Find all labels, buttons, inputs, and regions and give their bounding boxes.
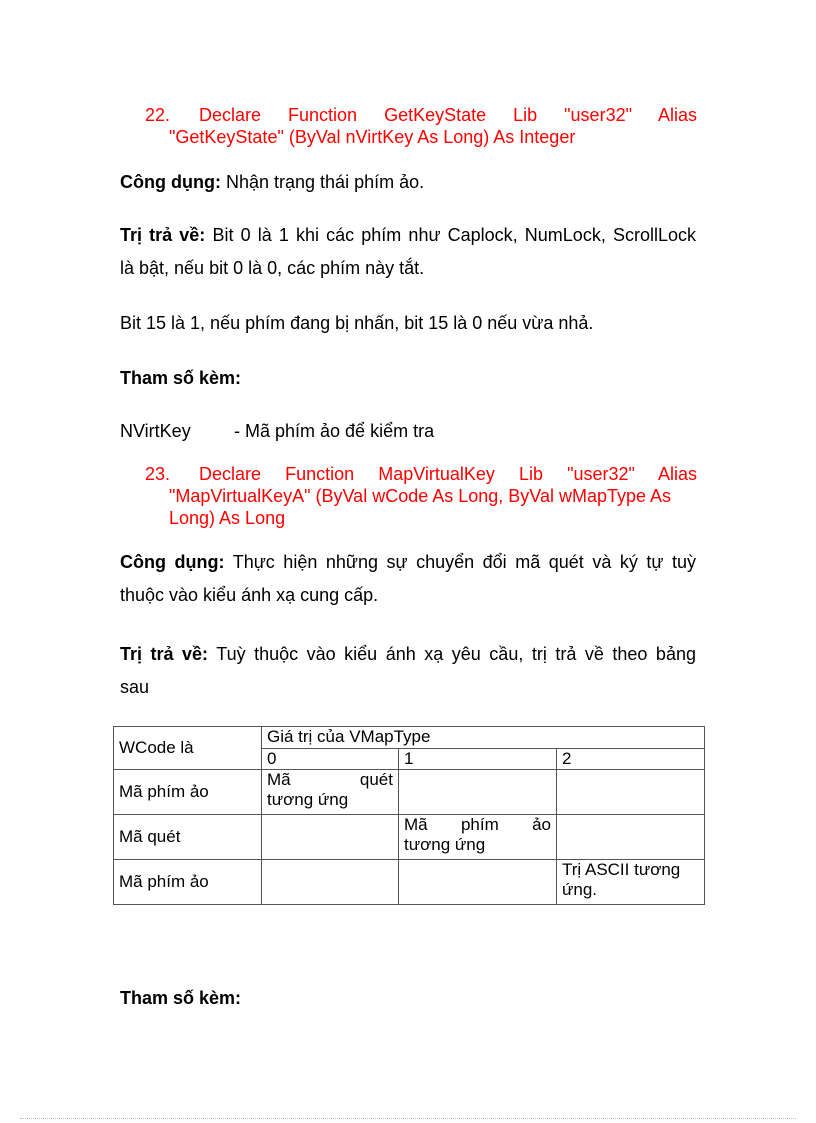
return-paragraph — [120, 219, 696, 285]
table-row — [114, 815, 705, 860]
table-row-label: Mã phím ảo — [114, 860, 262, 905]
heading-line: Long) As Long — [169, 508, 286, 528]
usage-label: Công dụng: — [120, 172, 221, 192]
return-label: Trị trả về: — [120, 644, 209, 664]
table-cell — [557, 770, 705, 815]
return-label: Trị trả về: — [120, 225, 206, 245]
mapping-table — [113, 726, 705, 905]
table-row-label: Mã phím ảo — [114, 770, 262, 815]
bit15-paragraph: Bit 15 là 1, nếu phím đang bị nhấn, bit 15 là 0 nếu vừa nhả. — [120, 313, 594, 333]
table-cell: Trị ASCII tương ứng. — [557, 860, 705, 905]
heading-22 — [145, 104, 697, 150]
return-text: Bit 0 là 1 khi các phím như Caplock, NumLock, ScrollLock — [212, 225, 696, 245]
return-text: Tuỳ thuộc vào kiểu ánh xạ yêu cầu, trị trả về theo bảng — [216, 644, 696, 664]
heading-line: Declare Function GetKeyState Lib "user32" Alias — [199, 105, 697, 125]
usage-paragraph — [120, 166, 696, 199]
table-subheader: 1 — [399, 749, 557, 770]
table-cell — [399, 770, 557, 815]
param-row — [120, 415, 696, 448]
return-text: là bật, nếu bit 0 là 0, các phím này tắt. — [120, 258, 425, 278]
usage-text: Thực hiện những sự chuyển đổi mã quét và ký tự tuỳ — [232, 552, 696, 572]
heading-number: 23. — [145, 464, 171, 484]
return-text: sau — [120, 677, 150, 697]
heading-line: "GetKeyState" (ByVal nVirtKey As Long) As Integer — [169, 127, 576, 147]
table-cell: Mã phím ảo tương ứng — [399, 815, 557, 860]
usage-label: Công dụng: — [120, 552, 225, 572]
table-header-wcode: WCode là — [114, 727, 262, 770]
return-paragraph — [120, 638, 696, 704]
heading-line: Declare Function MapVirtualKey Lib "user32" Alias — [199, 464, 697, 484]
heading-23 — [145, 463, 697, 531]
params-label: Tham số kèm: — [120, 368, 242, 388]
table-subheader: 0 — [262, 749, 399, 770]
table-cell — [262, 815, 399, 860]
heading-number: 22. — [145, 105, 171, 125]
param-desc: - Mã phím ảo để kiểm tra — [234, 421, 435, 441]
usage-paragraph — [120, 546, 696, 612]
table-cell — [399, 860, 557, 905]
table-cell — [262, 860, 399, 905]
params-label: Tham số kèm: — [120, 988, 242, 1008]
table-subheader: 2 — [557, 749, 705, 770]
table-row — [114, 860, 705, 905]
table-cell — [557, 815, 705, 860]
usage-text: Nhận trạng thái phím ảo. — [225, 172, 425, 192]
heading-line: "MapVirtualKeyA" (ByVal wCode As Long, ByVal wMapType As — [169, 486, 672, 506]
usage-text: thuộc vào kiểu ánh xạ cung cấp. — [120, 585, 379, 605]
table-cell: Mã quét tương ứng — [262, 770, 399, 815]
table-row — [114, 770, 705, 815]
table-row-label: Mã quét — [114, 815, 262, 860]
param-name: NVirtKey — [120, 421, 191, 441]
page-bottom-border — [20, 1118, 796, 1119]
table-header-group: Giá trị của VMapType — [262, 727, 705, 749]
